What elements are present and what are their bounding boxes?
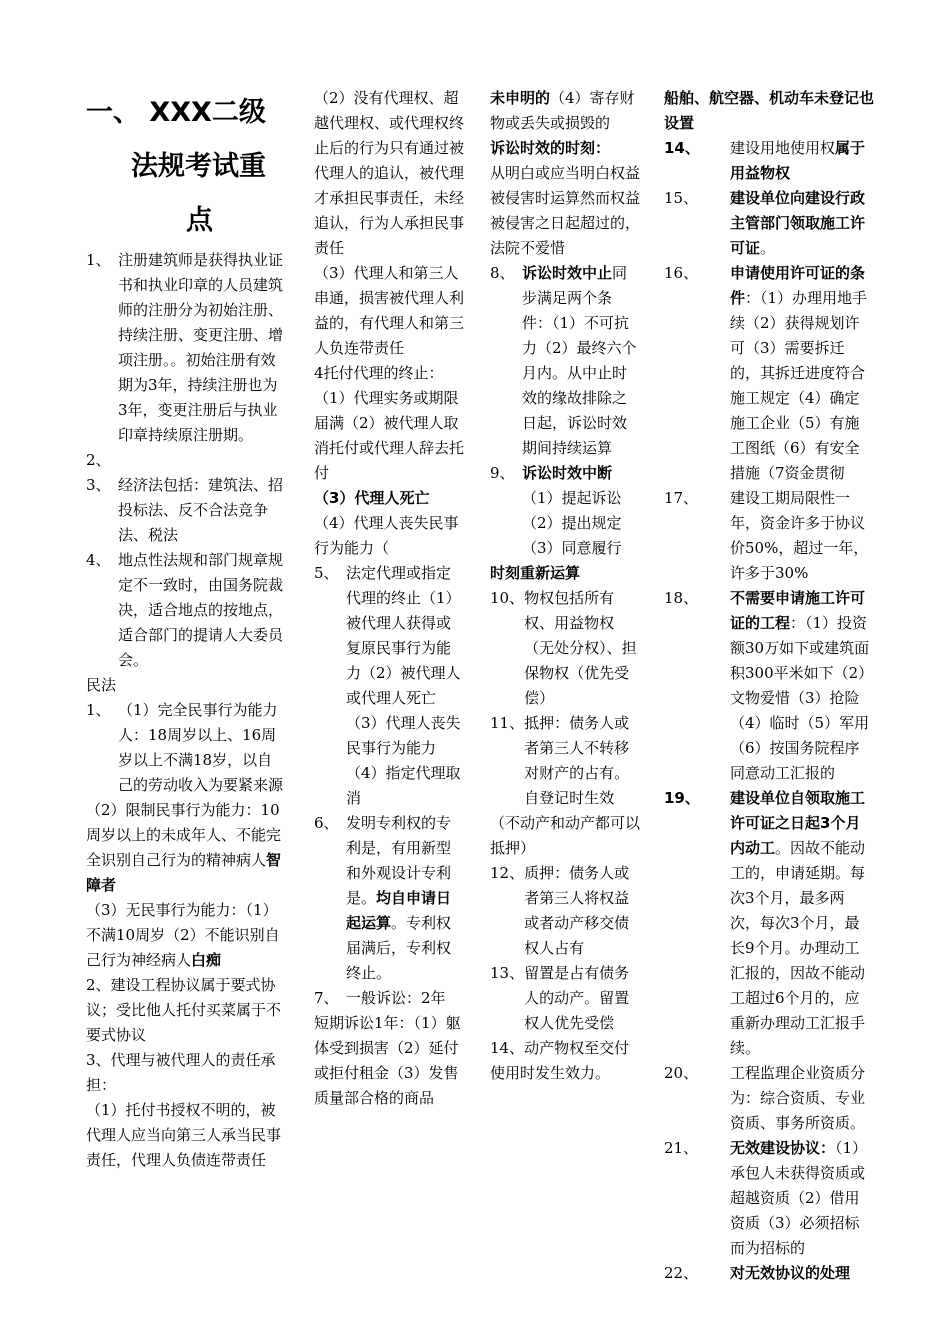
list-item: [490, 711, 640, 811]
list-item: [314, 986, 464, 1011]
item-text: 工程监理企业资质分为：综合资质、专业资质、事务所资质。: [730, 1064, 866, 1132]
paragraph: 从明白或应当明白权益被侵害时运算然而权益被侵害之日起超过的，法院不爱惜: [490, 164, 641, 257]
item-number: 2、: [86, 451, 111, 469]
item-text: [730, 1136, 874, 1261]
text-run: 。因故不能动工的，申请延期。每次3个月，最多两次，每次3个月，最长9个月。办理动工汇报的，因故不能动工超过6个月的，应重新办理动工汇报手续。: [730, 839, 866, 1057]
list-item: [490, 461, 640, 561]
item-number: 16、: [664, 264, 699, 282]
item-number: 10、: [490, 589, 525, 607]
item-number: 6、: [314, 814, 339, 832]
bold-text: 申请使用许可证的条件: [730, 264, 866, 307]
title-line-2: 法规考试重: [131, 151, 266, 182]
item-number: 3、: [86, 476, 111, 494]
paragraph: 3、代理与被代理人的责任承担：: [86, 1051, 276, 1094]
list-item: [664, 186, 874, 261]
list-item: [490, 261, 640, 461]
column-2: [314, 86, 464, 1111]
text-run: 建设用地使用权: [730, 139, 836, 157]
item-number: 1、: [86, 701, 111, 719]
item-text: 一般诉讼：2年: [346, 989, 446, 1007]
text-run: （3）无民事行为能力：（1）不满10周岁（2）不能识别自己行为神经病人: [86, 901, 280, 969]
list-item: [86, 548, 286, 673]
item-text: [522, 261, 640, 461]
list-item: [664, 136, 874, 186]
bold-text: 智障者: [86, 851, 282, 894]
text-run: ：（1）投资额30万如下或建筑面积300平米如下（2）文物爱惜（3）抢险（4）临时（5）军用（6）按国务院程序同意动工汇报的: [730, 614, 874, 782]
bold-text: 均自申请日起运算: [346, 889, 452, 932]
paragraph: （3）代理人和第三人串通，损害被代理人利益的，有代理人和第三人负连带责任: [314, 264, 465, 357]
item-number: 15、: [664, 189, 699, 207]
column-3: [490, 86, 640, 1086]
item-number: 12、: [490, 864, 525, 882]
column-1: [86, 86, 286, 1173]
list-item: [314, 811, 464, 986]
list-item: [490, 586, 640, 711]
item-text: 注册建筑师是获得执业证书和执业印章的人员建筑师的注册分为初始注册、持续注册、变更注册、增项注册。。初始注册有效期为3年，持续注册也为3年，变更注册后与执业印章持续原注册期。: [118, 251, 284, 444]
section-heading: 民法: [86, 676, 117, 694]
paragraph: 14、动产物权至交付使用时发生效力。: [490, 1039, 630, 1082]
list-item: [314, 561, 464, 811]
paragraph: [86, 898, 286, 973]
list-item: [490, 961, 640, 1036]
item-text: （1）完全民事行为能力人：18周岁以上、16周岁以上不满18岁，以自己的劳动收入为要紧来源: [118, 701, 284, 794]
item-number: 13、: [490, 964, 525, 982]
item-number: 7、: [314, 989, 339, 1007]
text-run: 。专利权届满后，专利权终止。: [346, 914, 452, 982]
bold-text: 建设单位自领取施工许可证之日起3个月内动工: [730, 789, 866, 857]
text-run: （1）提起诉讼（2）提出规定（3）同意履行: [522, 489, 622, 557]
item-text: [730, 186, 874, 261]
item-number: 19、: [664, 789, 700, 807]
bold-paragraph: 时刻重新运算: [490, 564, 581, 582]
item-text: [118, 448, 286, 473]
item-text: 质押：债务人或者第三人将权益或者动产移交债权人占有: [524, 864, 630, 957]
text-run: ：（1）办理用地手续（2）获得规划许可（3）需要拆迁的，其拆迁进度符合施工规定（4）确定施工企业（5）有施工图纸（6）有安全措施（7资金贯彻: [730, 289, 868, 482]
item-text: 法定代理或指定代理的终止（1）被代理人获得或复原民事行为能力（2）被代理人或代理人死亡（3）代理人丧失民事行为能力（4）指定代理取消: [346, 564, 461, 807]
bold-text: 诉讼时效中断: [522, 464, 613, 482]
bold-paragraph: （3）代理人死亡: [314, 489, 430, 507]
page-title: [86, 86, 286, 248]
item-text: [346, 811, 464, 986]
item-number: 14、: [664, 139, 700, 157]
list-item: [664, 1136, 874, 1261]
list-item: [664, 1061, 874, 1136]
item-text: 对无效协议的处理: [730, 1264, 851, 1282]
paragraph: （不动产和动产都可以抵押）: [490, 814, 641, 857]
item-text: [730, 586, 874, 786]
paragraph: 短期诉讼1年：（1）躯体受到损害（2）延付或拒付租金（3）发售质量部合格的商品: [314, 1014, 461, 1107]
title-line-1: 一、 XXX二级: [86, 97, 266, 128]
item-number: 21、: [664, 1139, 699, 1157]
paragraph: [86, 798, 286, 898]
list-item: [86, 698, 286, 798]
list-item: [664, 486, 874, 586]
paragraph: 4托付代理的终止：（1）代理实务或期限届满（2）被代理人取消托付或代理人辞去托付: [314, 364, 465, 482]
list-item: [664, 261, 874, 486]
paragraph: （2）没有代理权、超越代理权、或代理权终止后的行为只有通过被代理人的追认，被代理才承担民事责任，未经追认，行为人承担民事责任: [314, 89, 465, 257]
item-text: 建设工期局限性一年，资金许多于协议价50%，超过一年，许多于30%: [730, 489, 869, 582]
item-number: 20、: [664, 1064, 699, 1082]
item-text: [522, 461, 640, 561]
bold-text: 属于用益物权: [730, 139, 866, 182]
list-item: [664, 1261, 874, 1286]
bold-text: 建设单位向建设行政主管部门领取施工许可证: [730, 189, 866, 257]
item-text: 经济法包括：建筑法、招投标法、反不合法竞争法、税法: [118, 476, 284, 544]
text-run: （4）寄存财物或丢失或损毁的: [490, 89, 635, 132]
bold-paragraph: 诉讼时效的时刻：: [490, 139, 611, 157]
item-number: 8、: [490, 264, 515, 282]
list-item: [490, 861, 640, 961]
bold-text: 未申明的: [490, 89, 551, 107]
list-item: [664, 786, 874, 1061]
title-line-3: 点: [186, 205, 213, 236]
list-item: [86, 473, 286, 548]
item-text: [730, 786, 874, 1061]
paragraph: [490, 86, 640, 136]
bold-text: 不需要申请施工许可证的工程: [730, 589, 866, 632]
item-text: [730, 136, 874, 186]
text-run: （2）限制民事行为能力：10周岁以上的未成年人、不能完全识别自己行为的精神病人: [86, 801, 282, 869]
text-run: 发明专利权的专利是，有用新型和外观设计专利是。: [346, 814, 452, 907]
paragraph: （1）托付书授权不明的，被代理人应当向第三人承当民事责任，代理人负债连带责任: [86, 1101, 282, 1169]
list-item: [664, 586, 874, 786]
paragraph: （4）代理人丧失民事行为能力（: [314, 514, 459, 557]
item-text: 抵押：债务人或者第三人不转移对财产的占有。自登记时生效: [524, 714, 630, 807]
bold-text: 无效建设协议：: [730, 1139, 836, 1157]
item-number: 4、: [86, 551, 111, 569]
list-item: [86, 248, 286, 448]
item-number: 1、: [86, 251, 111, 269]
bold-text: 白痴: [191, 951, 222, 969]
item-text: 地点性法规和部门规章规定不一致时，由国务院裁决，适合地点的按地点，适合部门的提请人大委员会。: [118, 551, 284, 669]
column-4: [664, 86, 874, 1286]
item-number: 17、: [664, 489, 699, 507]
list-item: [86, 448, 286, 473]
paragraph: 2、建设工程协议属于要式协议；受比他人托付买菜属于不要式协议: [86, 976, 282, 1044]
bold-text: 诉讼时效中止: [522, 264, 613, 282]
item-text: [730, 261, 874, 486]
item-number: 22、: [664, 1264, 699, 1282]
text-run: 同步满足两个条件：（1）不可抗力（2）最终六个月内。从中止时效的缘故排除之日起，诉讼时效期间持续运算: [522, 264, 637, 457]
item-number: 18、: [664, 589, 699, 607]
item-text: 留置是占有债务人的动产。留置权人优先受偿: [524, 964, 630, 1032]
text-run: 。: [760, 239, 776, 257]
bold-paragraph: 船舶、航空器、机动车未登记也设置: [664, 89, 875, 132]
item-number: 11、: [490, 714, 525, 732]
item-number: 5、: [314, 564, 339, 582]
item-number: 9、: [490, 464, 515, 482]
text-run: （1）承包人未获得资质或超越资质（2）借用资质（3）必须招标而为招标的: [730, 1139, 868, 1257]
item-text: 物权包括所有权、用益物权（无处分权）、担保物权（优先受偿）: [524, 589, 637, 707]
